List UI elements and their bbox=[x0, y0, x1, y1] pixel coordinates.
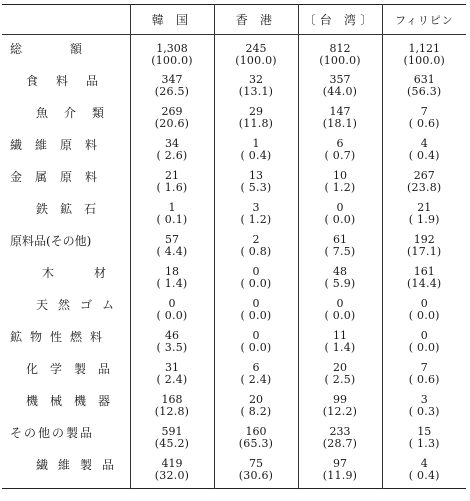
cell-percent: (65.3) bbox=[238, 437, 274, 450]
cell-value: 32 bbox=[249, 73, 263, 86]
data-cell bbox=[382, 424, 466, 456]
row-label-cell bbox=[2, 104, 130, 136]
cell-percent: (44.0) bbox=[322, 85, 358, 98]
cell-percent: ( 1.4) bbox=[156, 277, 188, 290]
row-label: 金属原料 bbox=[10, 170, 111, 184]
cell-value: 6 bbox=[336, 137, 344, 150]
col-header-taiwan: 〔台 湾〕 bbox=[298, 5, 382, 35]
cell-percent: (45.2) bbox=[154, 437, 190, 450]
table-row bbox=[2, 72, 466, 104]
row-label-cell bbox=[2, 200, 130, 232]
cell-percent: ( 0.6) bbox=[408, 373, 440, 386]
data-cell bbox=[214, 456, 298, 489]
data-cell bbox=[130, 456, 214, 489]
cell-value: 192 bbox=[413, 233, 435, 246]
data-cell bbox=[382, 360, 466, 392]
data-cell bbox=[298, 136, 382, 168]
cell-value: 11 bbox=[333, 329, 347, 342]
cell-percent: (100.0) bbox=[403, 54, 446, 67]
cell-value: 21 bbox=[417, 201, 432, 214]
cell-percent: ( 1.9) bbox=[408, 213, 440, 226]
cell-value: 0 bbox=[252, 329, 260, 342]
cell-value: 357 bbox=[329, 73, 351, 86]
cell-value: 20 bbox=[249, 393, 263, 406]
row-label: 機械機器 bbox=[26, 394, 123, 408]
cell-percent: ( 1.3) bbox=[408, 437, 440, 450]
data-cell bbox=[298, 35, 382, 73]
cell-value: 168 bbox=[161, 393, 183, 406]
cell-value: 2 bbox=[252, 233, 260, 246]
cell-percent: ( 5.9) bbox=[324, 277, 356, 290]
cell-value: 15 bbox=[417, 425, 432, 438]
row-label: 食料品 bbox=[26, 74, 117, 88]
cell-percent: (32.0) bbox=[154, 469, 190, 482]
data-cell bbox=[130, 104, 214, 136]
cell-percent: ( 1.2) bbox=[324, 181, 356, 194]
data-cell bbox=[298, 72, 382, 104]
table-row bbox=[2, 200, 466, 232]
cell-value: 18 bbox=[165, 265, 179, 278]
cell-value: 4 bbox=[420, 457, 428, 470]
cell-value: 20 bbox=[333, 361, 347, 374]
cell-percent: (11.8) bbox=[238, 117, 274, 130]
data-cell bbox=[214, 104, 298, 136]
table-body bbox=[2, 35, 466, 489]
cell-percent: (26.5) bbox=[154, 85, 190, 98]
cell-value: 631 bbox=[413, 73, 435, 86]
cell-percent: ( 3.5) bbox=[156, 341, 188, 354]
data-cell bbox=[130, 35, 214, 73]
cell-value: 3 bbox=[420, 393, 428, 406]
table-row bbox=[2, 136, 466, 168]
cell-percent: ( 2.6) bbox=[156, 149, 188, 162]
row-label-cell bbox=[2, 392, 130, 424]
row-label-cell bbox=[2, 360, 130, 392]
data-cell bbox=[130, 136, 214, 168]
data-cell bbox=[298, 232, 382, 264]
row-label-cell bbox=[2, 136, 130, 168]
row-label: 魚介類 bbox=[36, 106, 121, 120]
cell-percent: ( 2.4) bbox=[240, 373, 272, 386]
data-cell bbox=[130, 168, 214, 200]
data-cell bbox=[298, 104, 382, 136]
table-row bbox=[2, 296, 466, 328]
cell-percent: ( 0.4) bbox=[408, 149, 440, 162]
table-row bbox=[2, 360, 466, 392]
cell-percent: (12.8) bbox=[154, 405, 190, 418]
cell-value: 99 bbox=[333, 393, 347, 406]
table-row bbox=[2, 328, 466, 360]
cell-value: 31 bbox=[165, 361, 179, 374]
table-row bbox=[2, 168, 466, 200]
row-label: 総 額 bbox=[10, 42, 83, 56]
row-label: 鉄鉱石 bbox=[36, 202, 109, 216]
data-cell bbox=[382, 72, 466, 104]
cell-value: 419 bbox=[161, 457, 183, 470]
cell-value: 591 bbox=[161, 425, 183, 438]
cell-percent: (14.4) bbox=[407, 277, 442, 290]
cell-value: 1,121 bbox=[408, 42, 440, 55]
cell-value: 0 bbox=[336, 297, 344, 310]
data-cell bbox=[130, 424, 214, 456]
table-row bbox=[2, 104, 466, 136]
cell-value: 4 bbox=[420, 137, 428, 150]
data-cell bbox=[382, 392, 466, 424]
table-row bbox=[2, 456, 466, 489]
cell-value: 0 bbox=[420, 297, 428, 310]
cell-percent: (12.2) bbox=[322, 405, 358, 418]
data-cell bbox=[298, 392, 382, 424]
col-header-philippines: フィリピン bbox=[382, 5, 466, 35]
cell-percent: (100.0) bbox=[151, 54, 193, 67]
data-cell bbox=[382, 456, 466, 489]
cell-value: 0 bbox=[336, 201, 344, 214]
cell-value: 7 bbox=[420, 361, 428, 374]
data-cell bbox=[298, 200, 382, 232]
data-cell bbox=[214, 424, 298, 456]
table-row bbox=[2, 232, 466, 264]
cell-percent: ( 0.0) bbox=[324, 309, 356, 322]
data-cell bbox=[214, 35, 298, 73]
data-cell bbox=[298, 328, 382, 360]
data-cell bbox=[130, 392, 214, 424]
data-cell bbox=[382, 136, 466, 168]
data-cell bbox=[130, 232, 214, 264]
data-cell bbox=[382, 264, 466, 296]
row-label: 化学製品 bbox=[26, 362, 123, 376]
data-cell bbox=[130, 328, 214, 360]
row-label: 天然ゴム bbox=[36, 298, 125, 312]
cell-value: 7 bbox=[420, 105, 428, 118]
cell-percent: ( 0.3) bbox=[408, 405, 440, 418]
data-cell bbox=[214, 232, 298, 264]
cell-percent: ( 0.0) bbox=[408, 341, 440, 354]
cell-value: 0 bbox=[168, 297, 176, 310]
data-cell bbox=[298, 360, 382, 392]
cell-percent: (56.3) bbox=[407, 85, 442, 98]
cell-percent: ( 0.7) bbox=[324, 149, 356, 162]
data-cell bbox=[382, 200, 466, 232]
cell-percent: ( 0.4) bbox=[240, 149, 272, 162]
cell-percent: ( 1.2) bbox=[240, 213, 272, 226]
cell-percent: (23.8) bbox=[407, 181, 442, 194]
cell-value: 57 bbox=[165, 233, 179, 246]
cell-value: 1,308 bbox=[156, 42, 188, 55]
data-cell bbox=[382, 35, 466, 73]
cell-percent: ( 8.2) bbox=[240, 405, 272, 418]
cell-percent: ( 4.4) bbox=[156, 245, 188, 258]
cell-percent: ( 0.8) bbox=[240, 245, 272, 258]
cell-value: 29 bbox=[249, 105, 263, 118]
row-label: 木材 bbox=[42, 266, 147, 280]
cell-percent: ( 0.0) bbox=[240, 309, 272, 322]
cell-value: 6 bbox=[252, 361, 260, 374]
row-label-cell bbox=[2, 168, 130, 200]
cell-value: 0 bbox=[252, 297, 260, 310]
row-label-cell bbox=[2, 35, 130, 73]
row-label: 繊維製品 bbox=[36, 458, 125, 472]
cell-percent: ( 5.3) bbox=[240, 181, 272, 194]
cell-value: 147 bbox=[329, 105, 351, 118]
row-label: 原料品(その他) bbox=[10, 234, 92, 248]
cell-value: 0 bbox=[420, 329, 428, 342]
data-cell bbox=[214, 328, 298, 360]
cell-percent: ( 0.6) bbox=[408, 117, 440, 130]
cell-percent: (28.7) bbox=[322, 437, 358, 450]
table-row bbox=[2, 35, 466, 73]
corner-cell bbox=[2, 5, 130, 35]
cell-percent: ( 2.5) bbox=[324, 373, 356, 386]
row-label: 鉱物性燃料 bbox=[10, 330, 111, 344]
data-cell bbox=[298, 264, 382, 296]
cell-percent: (100.0) bbox=[235, 54, 277, 67]
row-label-cell bbox=[2, 72, 130, 104]
col-header-korea: 韓 国 bbox=[130, 5, 214, 35]
cell-percent: ( 1.4) bbox=[324, 341, 356, 354]
cell-percent: ( 7.5) bbox=[324, 245, 356, 258]
row-label-cell bbox=[2, 328, 130, 360]
cell-percent: (17.1) bbox=[407, 245, 442, 258]
cell-percent: ( 0.0) bbox=[240, 341, 272, 354]
cell-value: 75 bbox=[249, 457, 263, 470]
cell-percent: (20.6) bbox=[154, 117, 190, 130]
data-cell bbox=[214, 296, 298, 328]
cell-value: 269 bbox=[161, 105, 183, 118]
row-label-cell bbox=[2, 264, 147, 296]
cell-value: 10 bbox=[333, 169, 347, 182]
row-label: その他の製品 bbox=[10, 426, 95, 440]
cell-percent: (11.9) bbox=[322, 469, 358, 482]
cell-percent: ( 0.0) bbox=[240, 277, 272, 290]
data-cell bbox=[214, 72, 298, 104]
cell-value: 161 bbox=[413, 265, 435, 278]
data-cell bbox=[298, 168, 382, 200]
cell-value: 34 bbox=[165, 137, 179, 150]
row-label-cell bbox=[2, 296, 130, 328]
data-cell bbox=[298, 296, 382, 328]
row-label: 繊維原料 bbox=[10, 138, 111, 152]
data-cell bbox=[130, 360, 214, 392]
data-cell bbox=[214, 264, 298, 296]
cell-value: 0 bbox=[252, 265, 260, 278]
cell-value: 1 bbox=[168, 201, 176, 214]
data-cell bbox=[214, 200, 298, 232]
data-cell bbox=[130, 200, 214, 232]
data-cell bbox=[214, 136, 298, 168]
cell-value: 233 bbox=[329, 425, 351, 438]
cell-value: 48 bbox=[333, 265, 347, 278]
row-label-cell bbox=[2, 456, 130, 489]
cell-percent: (18.1) bbox=[322, 117, 358, 130]
data-cell bbox=[382, 328, 466, 360]
cell-percent: ( 0.1) bbox=[156, 213, 188, 226]
data-cell bbox=[382, 104, 466, 136]
cell-value: 1 bbox=[252, 137, 260, 150]
cell-value: 97 bbox=[333, 457, 347, 470]
data-cell bbox=[298, 456, 382, 489]
header-row bbox=[2, 5, 466, 35]
data-cell bbox=[382, 168, 466, 200]
cell-percent: (13.1) bbox=[238, 85, 274, 98]
data-cell bbox=[382, 232, 466, 264]
data-cell bbox=[130, 72, 214, 104]
cell-percent: ( 0.0) bbox=[156, 309, 188, 322]
row-label-cell bbox=[2, 424, 130, 456]
cell-value: 267 bbox=[413, 169, 435, 182]
cell-value: 61 bbox=[333, 233, 347, 246]
cell-percent: ( 1.6) bbox=[156, 181, 188, 194]
cell-value: 3 bbox=[252, 201, 260, 214]
cell-value: 21 bbox=[165, 169, 179, 182]
trade-table bbox=[2, 4, 466, 489]
cell-percent: ( 0.4) bbox=[408, 469, 440, 482]
cell-percent: ( 0.0) bbox=[408, 309, 440, 322]
data-cell bbox=[298, 424, 382, 456]
row-label-cell bbox=[2, 232, 130, 264]
table-row bbox=[2, 424, 466, 456]
table-row bbox=[2, 264, 466, 296]
cell-percent: ( 2.4) bbox=[156, 373, 188, 386]
data-cell bbox=[214, 360, 298, 392]
table-row bbox=[2, 392, 466, 424]
data-cell bbox=[214, 168, 298, 200]
cell-value: 347 bbox=[161, 73, 183, 86]
cell-value: 245 bbox=[245, 42, 267, 55]
col-header-hongkong: 香 港 bbox=[214, 5, 298, 35]
cell-value: 812 bbox=[329, 42, 351, 55]
data-cell bbox=[130, 296, 214, 328]
cell-value: 13 bbox=[249, 169, 263, 182]
data-cell bbox=[382, 296, 466, 328]
cell-percent: (100.0) bbox=[319, 54, 361, 67]
cell-value: 46 bbox=[165, 329, 179, 342]
cell-percent: ( 0.0) bbox=[324, 213, 356, 226]
cell-value: 160 bbox=[245, 425, 267, 438]
data-cell bbox=[214, 392, 298, 424]
cell-percent: (30.6) bbox=[238, 469, 274, 482]
